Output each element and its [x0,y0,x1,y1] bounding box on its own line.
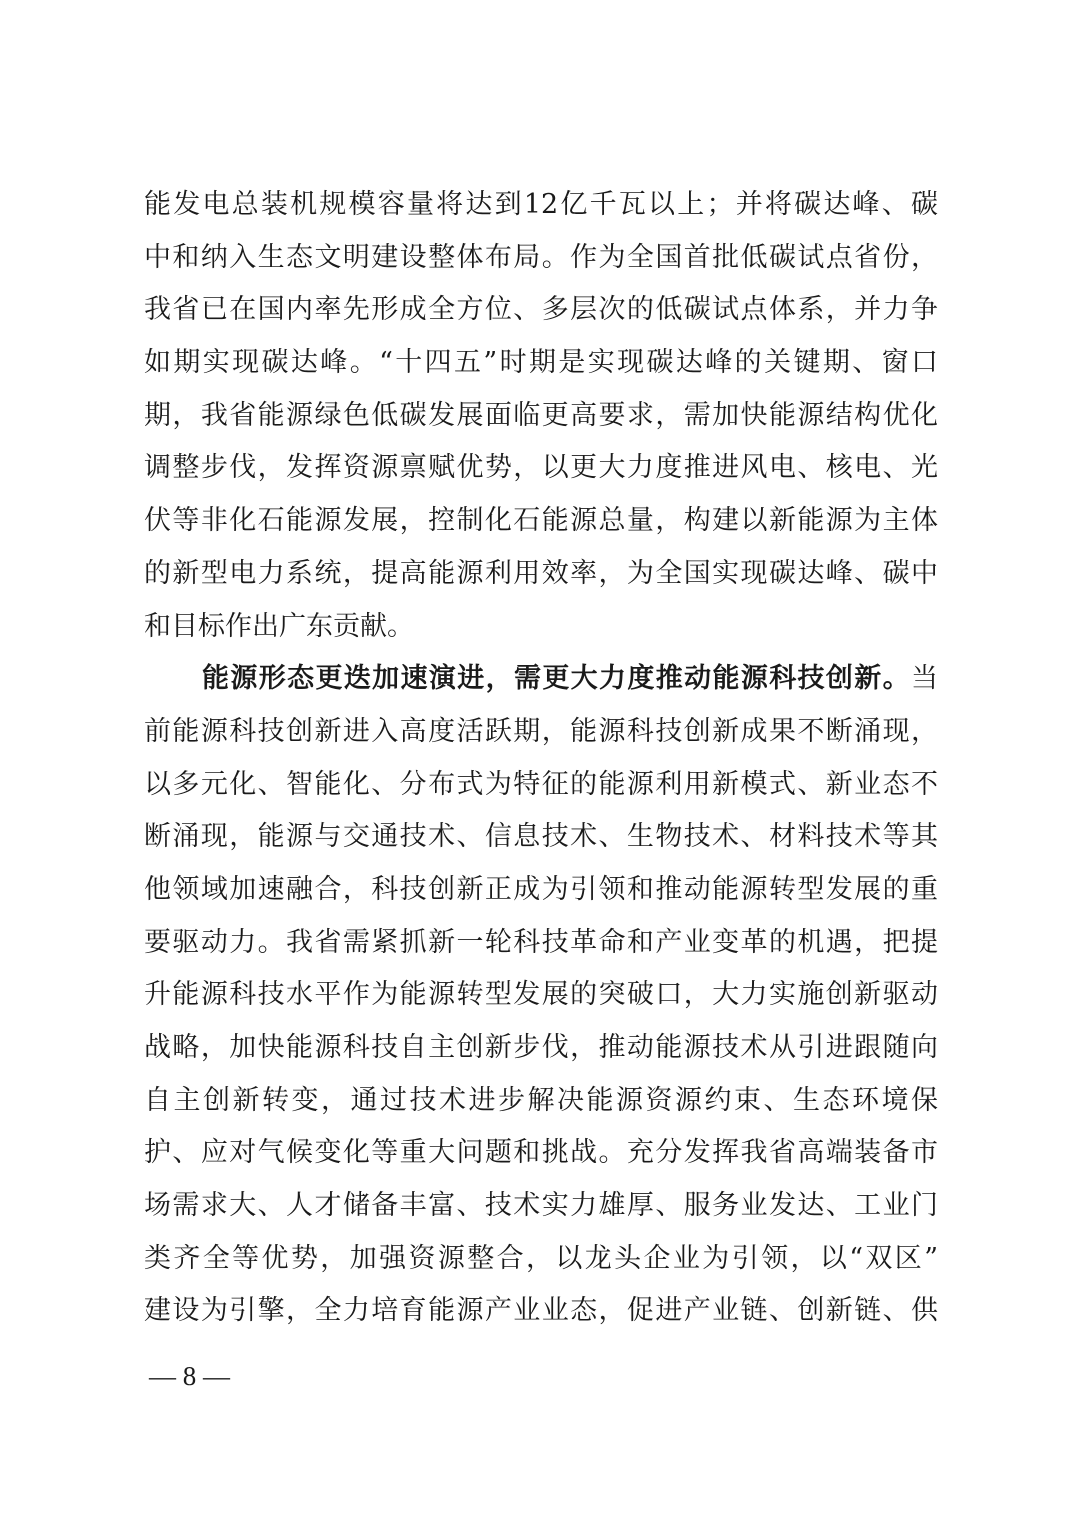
paragraph-2-line: 他领域加速融合，科技创新正成为引领和推动能源转型发展的重 [144,873,938,905]
paragraph-2-line: 断涌现，能源与交通技术、信息技术、生物技术、材料技术等其 [144,821,938,853]
paragraph-1-line: 伏等非化石能源发展，控制化石能源总量，构建以新能源为主体 [144,505,938,537]
paragraph-1-line: 如期实现碳达峰。“十四五”时期是实现碳达峰的关键期、窗口 [144,347,938,379]
paragraph-2-line: 要驱动力。我省需紧抓新一轮科技革命和产业变革的机遇，把提 [144,926,938,958]
paragraph-2-first-line [144,653,938,706]
paragraph-1-line: 中和纳入生态文明建设整体布局。作为全国首批低碳试点省份， [144,241,938,273]
paragraph-2-line: 类齐全等优势，加强资源整合，以龙头企业为引领，以“双区” [144,1242,938,1274]
paragraph-2-line: 自主创新转变，通过技术进步解决能源资源约束、生态环境保 [144,1084,938,1116]
paragraph-2-line: 场需求大、人才储备丰富、技术实力雄厚、服务业发达、工业门 [144,1190,938,1222]
paragraph-1-line: 能发电总装机规模容量将达到12亿千瓦以上；并将碳达峰、碳 [144,189,938,220]
page-number: — 8 — [149,1361,230,1391]
paragraph-2-line: 以多元化、智能化、分布式为特征的能源利用新模式、新业态不 [144,768,938,800]
paragraph-1-line: 期，我省能源绿色低碳发展面临更高要求，需加快能源结构优化 [144,399,938,431]
body-text [144,179,938,1338]
paragraph-2-heading: 能源形态更迭加速演进，需更大力度推动能源科技创新。 [202,663,911,695]
paragraph-2-line: 建设为引擎，全力培育能源产业业态，促进产业链、创新链、供 [144,1295,938,1327]
paragraph-1-line: 我省已在国内率先形成全方位、多层次的低碳试点体系，并力争 [144,294,938,326]
paragraph-2-line: 前能源科技创新进入高度活跃期，能源科技创新成果不断涌现， [144,715,938,747]
paragraph-1-line: 和目标作出广东贡献。 [144,610,414,642]
paragraph-1-line: 调整步伐，发挥资源禀赋优势，以更大力度推进风电、核电、光 [144,452,938,484]
paragraph-2-line: 升能源科技水平作为能源转型发展的突破口，大力实施创新驱动 [144,979,938,1011]
paragraph-2-line: 护、应对气候变化等重大问题和挑战。充分发挥我省高端装备市 [144,1137,938,1169]
paragraph-1-line: 的新型电力系统，提高能源利用效率，为全国实现碳达峰、碳中 [144,557,938,589]
paragraph-2-line: 战略，加快能源科技自主创新步伐，推动能源技术从引进跟随向 [144,1032,938,1063]
paragraph-2-first-line-tail: 当 [911,663,938,695]
